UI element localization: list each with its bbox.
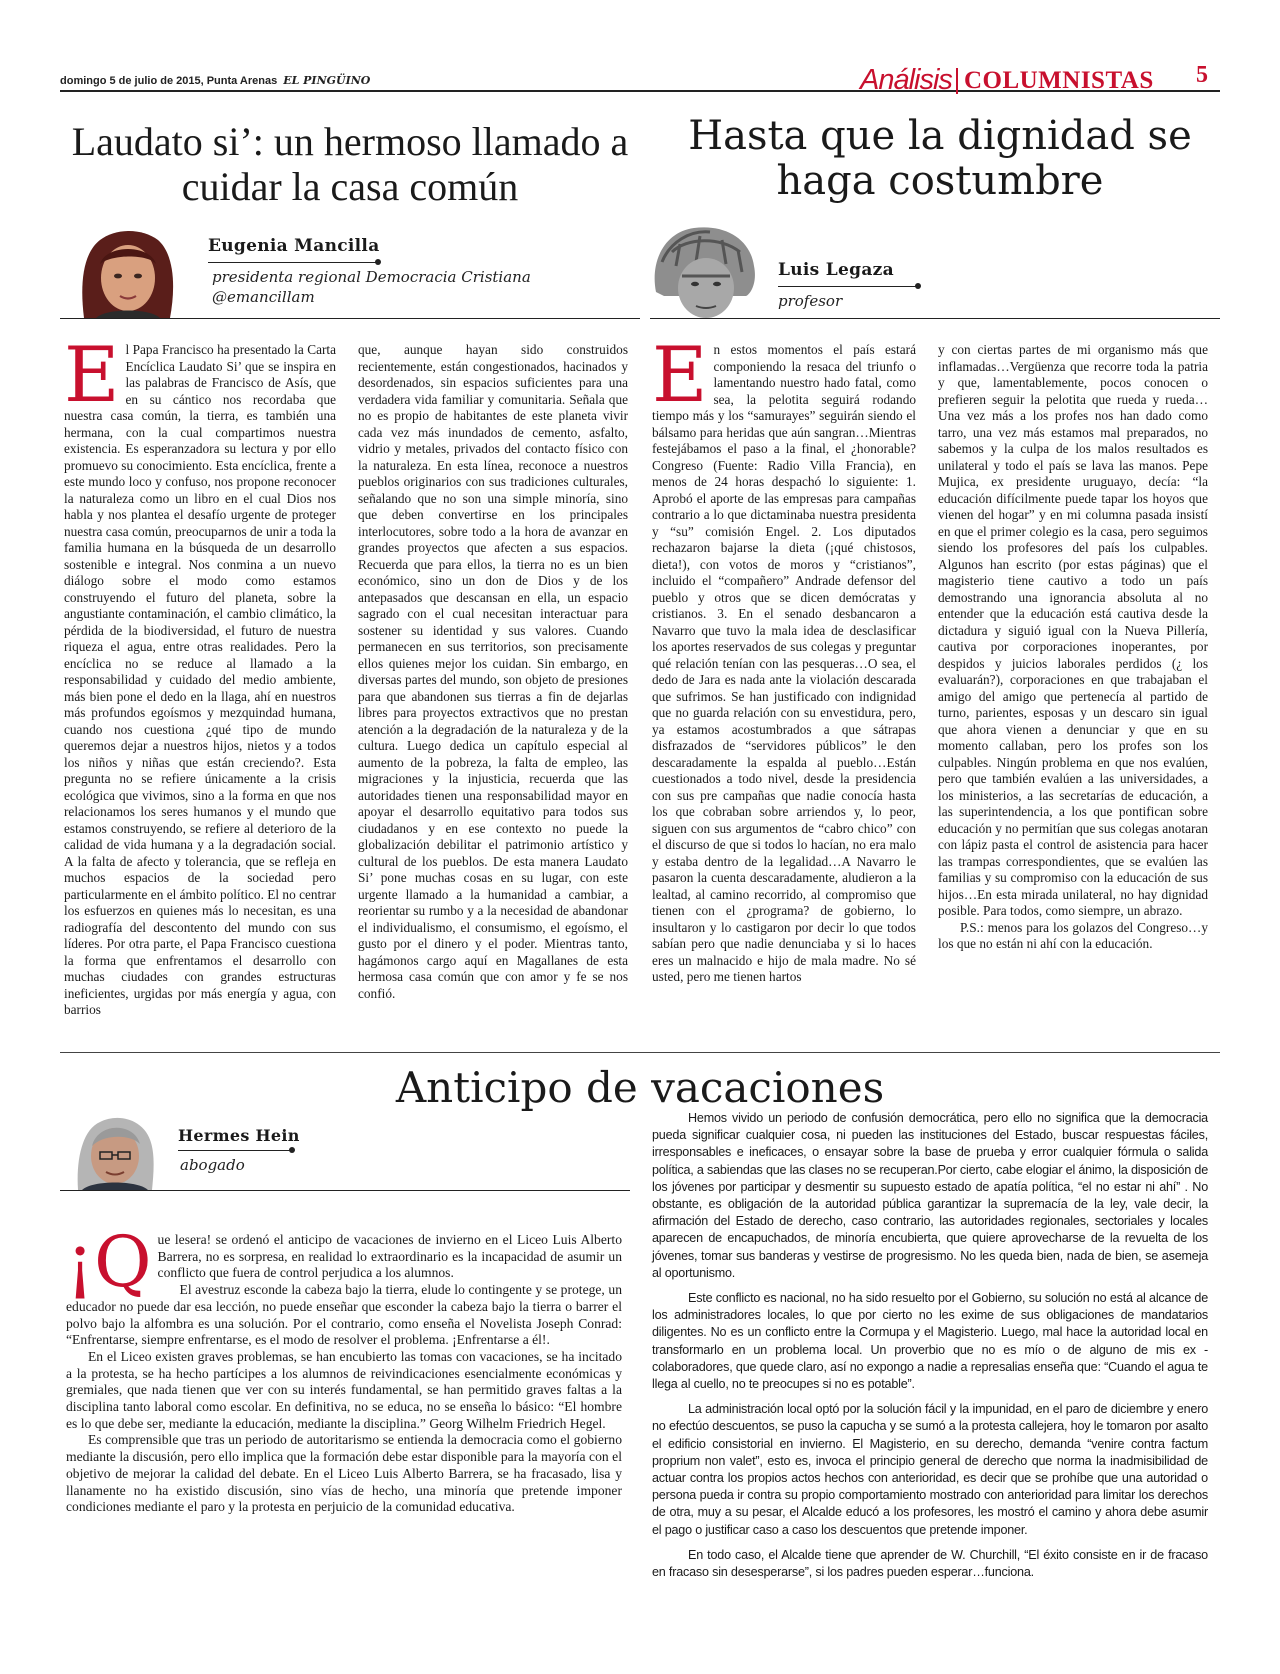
article-3-right-paragraph: Este conflicto es nacional, no ha sido resuelto por el Gobierno, su solución no está al alcance de los administradores locales, lo que por cierto no les exime de sus obligaciones de mandatarios diligentes. No es un conflicto entre la Cormupa y el Magisterio. Luego, mal hace la autoridad local en transformarlo en un problema local. Un proverbio que no es mío o de alguno de mis ex - colaboradores, que quede claro, así no expongo a nadie a represalias enseña que: “Cuando el agua te llega al cuello, no te preocupes si no es potable”. xyxy=(652,1291,1208,1392)
article-3-author-role: abogado xyxy=(180,1156,245,1174)
dateline-text: domingo 5 de julio de 2015, Punta Arenas xyxy=(60,75,278,87)
article-1-author-rule xyxy=(208,262,378,263)
article-3-right-paragraph: Hemos vivido un periodo de confusión democrática, pero ello no significa que la democracia pueda significar cualquier cosa, ni pueden las instituciones del Estado, buscar respuestas fáciles, irresponsables e ineficaces, o ensayar sobre la base de prueba y error cualquier fórmula o salida política, a sabiendas que las clases no se recuperan.Por cierto, cabe elogiar el ánimo, la disposición de los jóvenes por participar y desmentir su supuesto estado de apatía política, “el no estar ni ahí” . No obstante, es obligación de la autoridad pública garantizar la supremacía de la ley, vale decir, la afirmación del Estado de derecho, caso contrario, las autoridades regionales, sectoriales y locales aparecen de encapuchados, de minoría encubierta, que quiere aprovecharse de la revuelta de los jóvenes, tomar sus banderas y vestirse de progresismo. No les queda bien, nada de bien, se asemeja al oportunismo. xyxy=(652,1111,1208,1280)
page-number: 5 xyxy=(1196,62,1208,88)
article-1-column-2 xyxy=(358,342,628,1002)
article-3-lead: ue lesera! se ordenó el anticipo de vacaciones de invierno en el Liceo Luis Alberto Barrera, no es sorpresa, en realidad lo extraordinario es la incapacidad de asumir un conflicto que fuera de control perjudica a los alumnos. xyxy=(157,1232,622,1281)
article-3-dropcap: ¡Q xyxy=(66,1221,152,1303)
article-3-right-column xyxy=(652,1110,1208,1581)
article-3-author: Hermes Hein xyxy=(178,1126,300,1145)
article-2-author-rule xyxy=(778,286,918,287)
article-3-right-paragraph: La administración local optó por la solución fácil y la impunidad, en el paro de diciembre y enero no efectúo descuentos, se puso la capucha y se sumó a la protesta callejera, hoy le tomaron por asalto el edificio consistorial en invierno. El Magisterio, en su derecho, demanda “venire contra factum proprium non valet”, esto es, invoca el principio general de derecho que norma la inadmisibilidad de actuar contra los propios actos hechos con anterioridad, es decir que se prohíbe que una autoridad o persona pueda ir contra su propio comportamiento mostrado con anterioridad para limitar los derechos de otra, muy a su pesar, el Alcalde educó a los profesores, les mostró el camino y ahora debe asumir el pago o justificar caso a caso los descuentos que pretende imponer. xyxy=(652,1402,1208,1537)
article-1-column-1 xyxy=(64,330,336,1019)
section-divider xyxy=(60,1052,1220,1053)
article-3-author-rule xyxy=(178,1150,292,1151)
article-1-top-rule xyxy=(60,318,640,319)
article-3-left-paragraph: Es comprensible que tras un periodo de autoritarismo se entienda la democracia como el gobierno mediante la discusión, pero ello implica que la formación debe estar disponible para la mayoría con el objetivo de mejorar la calidad del debate. En el Liceo Luis Alberto Barrera, se ha fracasado, lisa y llanamente no ha existido discusión, sino vías de hecho, una minoría que pretende imponer condiciones mediante el paro y la protesta en perjuicio de la comunidad educativa. xyxy=(66,1432,622,1515)
author-photo-eugenia-mancilla xyxy=(66,226,188,318)
article-2-author: Luis Legaza xyxy=(778,260,894,280)
article-3-left-paragraph: El avestruz esconde la cabeza bajo la tierra, elude lo contingente y se protege, un educador no puede dar esa lección, no puede enseñar que esconder la cabeza bajo la tierra o barrer el polvo bajo la alfombra es una solución. Por el contrario, como enseña el Novelista Joseph Conrad: “Enfrentarse, siempre enfrentarse, es el modo de resolver el problema. ¡Enfrentarse a él!. xyxy=(66,1282,622,1348)
dateline xyxy=(60,74,370,87)
section-label xyxy=(860,66,1154,94)
article-1-dropcap: E xyxy=(64,330,120,419)
article-1-title: Laudato si’: un hermoso llamado a cuidar la casa común xyxy=(71,119,629,209)
article-1-author: Eugenia Mancilla xyxy=(208,236,380,256)
article-2-column-1 xyxy=(652,330,916,986)
article-2-top-rule xyxy=(650,318,1220,319)
article-2-title: Hasta que la dignidad se haga costumbre xyxy=(688,113,1192,204)
newspaper-brand: EL PINGÜINO xyxy=(283,74,371,87)
article-2-col1-text: n estos momentos el país estará componiendo la resaca del triunfo o lamentando nuestro hado fatal, como sea, la pelotita seguirá rodando tiempo más y los “samurayes” seguirán siendo el bálsamo para heridas que aún sangran…Mientras festejábamos el paso a la final, el ¿honorable? Congreso (Fuente: Radio Villa Francia), en menos de 24 horas despachó lo siguiente: 1. Aprobó el aporte de las empresas para campañas contrario a lo que dictaminaba nuestra presidenta y “su” comisión Engel. 2. Los diputados rechazaron bajarse la dieta (¡qué chistosos, dieta!), con votos de moros y “cristianos”, incluido el “compañero” Andrade defensor del pueblo y otros que se dicen demócratas y cristianos. 3. En el senado desbancaron a Navarro que tuvo la mala idea de desclasificar los aportes reservados de sus colegas y preguntar qué relación tenían con las pesqueras…O sea, el dedo de Jara es nada ante la violación descarada que sufrimos. Se han justificado con indignidad que no guarda relación con su envestidura, pero, ya estamos acostumbrados a que sátrapas disfrazados de “servidores públicos” le den descaradamente la espalda al pueblo…Están cuestionados a todo nivel, desde la presidencia con sus pre campañas que nadie conocía hasta los que cobraban sobre arriendos y, lo peor, siguen con sus argumentos de “cabro chico” con el discurso de que si todos lo hacían, no era malo y estaba dentro de la legalidad…A Navarro le pasaron la cuenta descaradamente, aludieron a la lealtad, al camino recorrido, al compromiso que tienen con el ¿programa? de gobierno, lo insultaron y lo castigaron por decir lo que todos sabían pero que nadie denunciaba y si lo haces eres un malnacido e hijo de mala madre. No sé usted, pero me tienen hartos xyxy=(652,342,916,984)
article-2-postscript: P.S.: menos para los golazos del Congreso…y los que no están ni ahí con la educación. xyxy=(938,919,1208,951)
article-1-col2-text: que, aunque hayan sido construidos recientemente, están congestionados, hacinados y desordenados, sin espacios suficientes para una verdadera vida familiar y comunitaria. Señala que no es propio de habitantes de este planeta vivir cada vez más inundados de cemento, asfalto, vidrio y metales, privados del contacto físico con la naturaleza. En esta línea, reconoce a nuestros pueblos originarios con sus tradiciones culturales, señalando que no son una simple minoría, sino que deben convertirse en los principales interlocutores, sobre todo a la hora de avanzar en grandes proyectos que afecten a sus espacios. Recuerda que para ellos, la tierra no es un bien económico, sino un don de Dios y de los antepasados que descansan en ella, un espacio sagrado con el cual necesitan interactuar para sostener su identidad y sus valores. Cuando permanecen en sus territorios, son precisamente ellos quienes mejor los cuidan. Sin embargo, en diversas partes del mundo, son objeto de presiones para que abandonen sus tierras a fin de dejarlas libres para proyectos extractivos que no prestan atención a la degradación de la naturaleza y de la cultura. Luego dedica un capítulo especial al aumento de la pobreza, la falta de empleo, las migraciones y la injusticia, recuerda que las autoridades tienen una responsabilidad mayor en apoyar el desarrollo equitativo para todos sus ciudadanos y en ese contexto no puede la globalización debilitar el patrimonio artístico y cultural de los pueblos. De esta manera Laudato Si’ pone muchas cosas en su lugar, con este urgente llamado a la humanidad a cambiar, a reorientar su rumbo y a la necesidad de abandonar el individualismo, el consumismo, el egoísmo, el gusto por el dinero y el poder. Mientras tanto, hagámonos cargo aquí en Magallanes de esta hermosa casa común que con amor y fe se nos confió. xyxy=(358,342,628,1001)
article-3-top-rule xyxy=(60,1190,630,1191)
article-1-col1-text: l Papa Francisco ha presentado la Carta Encíclica Laudato Si’ que se inspira en las palabras de Francisco de Asís, que en su cántico nos recordaba que nuestra casa común, la tierra, es también una hermana, con la cual compartimos nuestra existencia. Es esperanzadora su lectura y por ello promuevo su conocimiento. Esta encíclica, frente a este mundo loco y confuso, nos propone reconocer la naturaleza como un libro en el cual Dios nos habla y nos plantea el desafío urgente de proteger nuestra casa común, preocuparnos de unir a toda la familia humana en la búsqueda de un desarrollo sostenible e integral. Nos conmina a un nuevo diálogo sobre el modo como estamos construyendo el futuro del planeta, sobre la angustiante contaminación, el cambio climático, la pérdida de la biodiversidad, el futuro de nuestra riqueza el agua, entre otras realidades. Pero la encíclica no se reduce al llamado a la responsabilidad y cuidado del medio ambiente, más bien pone el dedo en la llaga, ahí en nuestros más profundos egoísmos y mezquindad humana, cuando nos cuestiona ¿qué tipo de mundo queremos dejar a nuestros hijos, nietos y a todos los niños y niñas que están creciendo?. Esta pregunta no se refiere únicamente a la crisis ecológica que vivimos, sino a la forma en que nos relacionamos los seres humanos y el mundo que estamos construyendo, se refiere al deterioro de la calidad de vida humana y a la degradación social. A la falta de afecto y tolerancia, que se refleja en muchos espacios de la sociedad pero particularmente en el ámbito político. El no centrar los esfuerzos en quienes más lo necesitan, es una radiografía del descontento del mundo con sus líderes. Por otra parte, el Papa Francisco cuestiona la forma que enfrentamos el desarrollo con muchas ciudades con grandes estructuras ineficientes, urgidas por más energía y agua, con barrios xyxy=(64,342,336,1017)
article-3-title: Anticipo de vacaciones xyxy=(395,1063,885,1112)
article-3-left-paragraph: En el Liceo existen graves problemas, se han encubierto las tomas con vacaciones, se ha incitado a la protesta, se ha hecho partícipes a los alumnos de reivindicaciones esencialmente económicas y gremiales, que nada tienen que ver con su interés fundamental, se han permitido graves faltas a la disciplina tanto laboral como escolar. En definitiva, no se educa, no se enseña lo básico: “El hombre es lo que debe ser, mediante la educación, mediante la disciplina.” Georg Wilhelm Friedrich Hegel. xyxy=(66,1348,622,1431)
author-photo-hermes-hein xyxy=(70,1110,160,1190)
section-analisis: Análisis xyxy=(860,64,952,96)
section-columnistas: COLUMNISTAS xyxy=(956,68,1154,94)
article-2-author-role: profesor xyxy=(778,292,843,310)
article-2-dropcap: E xyxy=(652,330,708,419)
article-1-author-handle: @emancillam xyxy=(212,288,315,306)
article-1-author-role: presidenta regional Democracia Cristiana xyxy=(212,268,531,286)
author-photo-luis-legaza xyxy=(650,222,760,318)
article-3-left-column xyxy=(66,1221,622,1516)
article-2-col2-text: y con ciertas partes de mi organismo más que inflamadas…Vergüenza que recorre toda la patria y que, lamentablemente, pocos conocen o prefieren seguir la pelotita que rueda y rueda…Una vez más a los profes nos han dado como tarro, una vez más estamos mal preparados, no sabemos y la culpa de los malos resultados es unilateral y todo el país se lava las manos. Pepe Mujica, ex presidente uruguayo, decía: “la educación difícilmente puede tapar los hoyos que vienen del hogar” y en mi columna pasada insistí en que el primer colegio es la casa, pero seguimos siendo los profesores del país los culpables. Algunos han escrito (por estas páginas) que el magisterio tiene cautivo a todo un país demostrando una ignorancia absoluta al no entender que la educación está cautiva desde la dictadura y siguió igual con la Nueva Pillería, cautiva por corporaciones inoperantes, por despidos y juicios laborales perdidos (¿ los evaluarán?), corporaciones en que trabajaban el amigo del amigo que pertenecía al partido de turno, parientes, esposas y un descaro sin igual que ahora vienen a denunciar y que en su momento callaban, pero los profes son los culpables. Ningún problema en que nos evalúen, pero que también evalúen a las universidades, a los ministerios, a las secretarías de educación, a las superintendencia, a los que pontifican sobre educación y no permitían que sus colegas anotaran con lápiz pasta el control de asistencia para hacer las trampas correspondientes, que se evalúen las familias y su compromiso con la educación de sus hijos…En esta mirada unilateral, no hay dignidad posible. Para todos, como siempre, un abrazo. xyxy=(938,342,1208,918)
article-3-right-paragraph: En todo caso, el Alcalde tiene que aprender de W. Churchill, “El éxito consiste en ir de fracaso en fracaso sin desesperarse”, si los padres pueden esperar…funciona. xyxy=(652,1547,1208,1580)
article-2-column-2 xyxy=(938,342,1208,953)
